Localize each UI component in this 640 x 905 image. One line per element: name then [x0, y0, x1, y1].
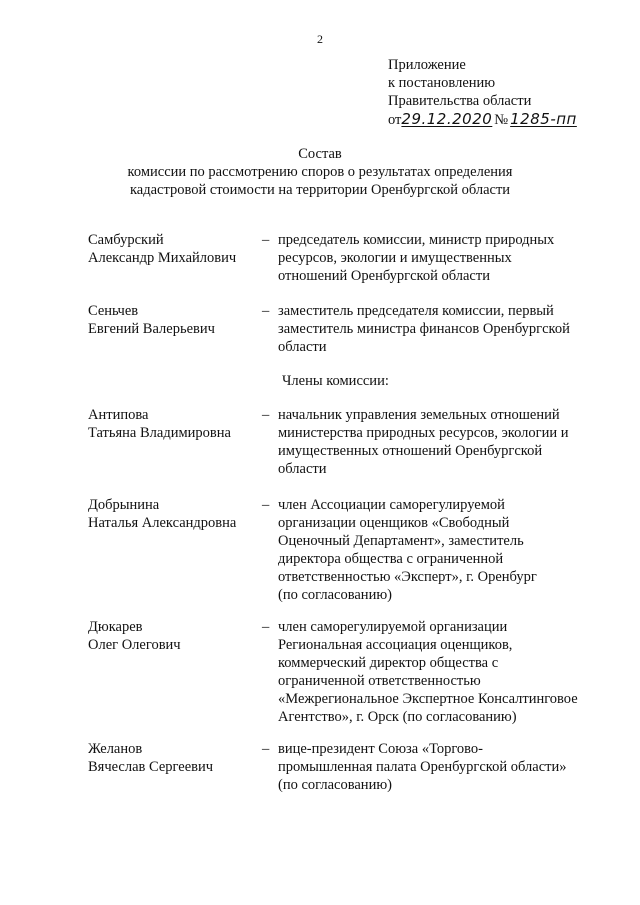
- date-prefix: от: [388, 112, 402, 128]
- dash: –: [262, 303, 270, 319]
- appendix-line: к постановлению: [388, 75, 496, 91]
- member-surname: Добрынина: [88, 497, 160, 513]
- member-name: [88, 740, 258, 776]
- description-line: имущественных отношений Оренбургской: [278, 443, 543, 459]
- member-surname: Желанов: [88, 741, 143, 757]
- document-title: [0, 145, 640, 199]
- description-line: член саморегулируемой организации: [278, 619, 508, 635]
- description-line: заместитель председателя комиссии, первый: [278, 303, 554, 319]
- member-surname: Дюкарев: [88, 619, 143, 635]
- member-given-name: Евгений Валерьевич: [88, 321, 215, 337]
- member-given-name: Татьяна Владимировна: [88, 425, 231, 441]
- description-line: вице-президент Союза «Торгово-: [278, 741, 483, 757]
- member-description: [278, 618, 608, 726]
- appendix-header: [388, 56, 628, 129]
- member-description: [278, 231, 608, 285]
- member-description: [278, 406, 608, 478]
- description-line: (по согласованию): [278, 777, 392, 793]
- member-name: [88, 496, 258, 532]
- member-surname: Самбурский: [88, 232, 164, 248]
- handwritten-number: 1285-пп: [510, 110, 577, 128]
- member-description: [278, 496, 608, 604]
- member-description: [278, 302, 608, 356]
- description-line: ограниченной ответственностью: [278, 673, 481, 689]
- description-line: директора общества с ограниченной: [278, 551, 504, 567]
- dash: –: [262, 232, 270, 248]
- title-line: комиссии по рассмотрению споров о результатах определения: [127, 164, 513, 180]
- description-line: ресурсов, экологии и имущественных: [278, 250, 512, 266]
- title-line: Состав: [298, 146, 342, 162]
- member-given-name: Наталья Александровна: [88, 515, 237, 531]
- member-surname: Антипова: [88, 407, 149, 423]
- title-line: кадастровой стоимости на территории Оренбургской области: [129, 182, 511, 198]
- description-line: Оценочный Департамент», заместитель: [278, 533, 524, 549]
- description-line: Региональная ассоциация оценщиков,: [278, 637, 513, 653]
- dash: –: [262, 497, 270, 513]
- member-name: [88, 302, 258, 338]
- member-name: [88, 406, 258, 442]
- dash: –: [262, 619, 270, 635]
- description-line: отношений Оренбургской области: [278, 268, 490, 284]
- appendix-line: Приложение: [388, 57, 466, 73]
- description-line: «Межрегиональное Экспертное Консалтинговое: [278, 691, 578, 707]
- dash: –: [262, 407, 270, 423]
- appendix-line: Правительства области: [388, 93, 532, 109]
- member-given-name: Олег Олегович: [88, 637, 181, 653]
- description-line: коммерческий директор общества с: [278, 655, 499, 671]
- description-line: (по согласованию): [278, 587, 392, 603]
- member-name: [88, 231, 258, 267]
- description-line: ответственностью «Эксперт», г. Оренбург: [278, 569, 537, 585]
- description-line: член Ассоциации саморегулируемой: [278, 497, 505, 513]
- dash: –: [262, 741, 270, 757]
- member-name: [88, 618, 258, 654]
- description-line: заместитель министра финансов Оренбургской: [278, 321, 570, 337]
- description-line: области: [278, 339, 327, 355]
- member-given-name: Вячеслав Сергеевич: [88, 759, 214, 775]
- number-sign: №: [494, 112, 509, 128]
- handwritten-date: 29.12.2020: [401, 110, 493, 128]
- description-line: начальник управления земельных отношений: [278, 407, 560, 423]
- appendix-date-line: [388, 110, 628, 129]
- description-line: председатель комиссии, министр природных: [278, 232, 555, 248]
- description-line: министерства природных ресурсов, экологии и: [278, 425, 569, 441]
- member-surname: Сеньчев: [88, 303, 139, 319]
- member-given-name: Александр Михайлович: [88, 250, 237, 266]
- description-line: Агентство», г. Орск (по согласованию): [278, 709, 517, 725]
- page-number: 2: [317, 32, 323, 46]
- description-line: промышленная палата Оренбургской области»: [278, 759, 567, 775]
- member-description: [278, 740, 608, 794]
- description-line: организации оценщиков «Свободный: [278, 515, 510, 531]
- members-heading: Члены комиссии:: [282, 373, 389, 389]
- description-line: области: [278, 461, 327, 477]
